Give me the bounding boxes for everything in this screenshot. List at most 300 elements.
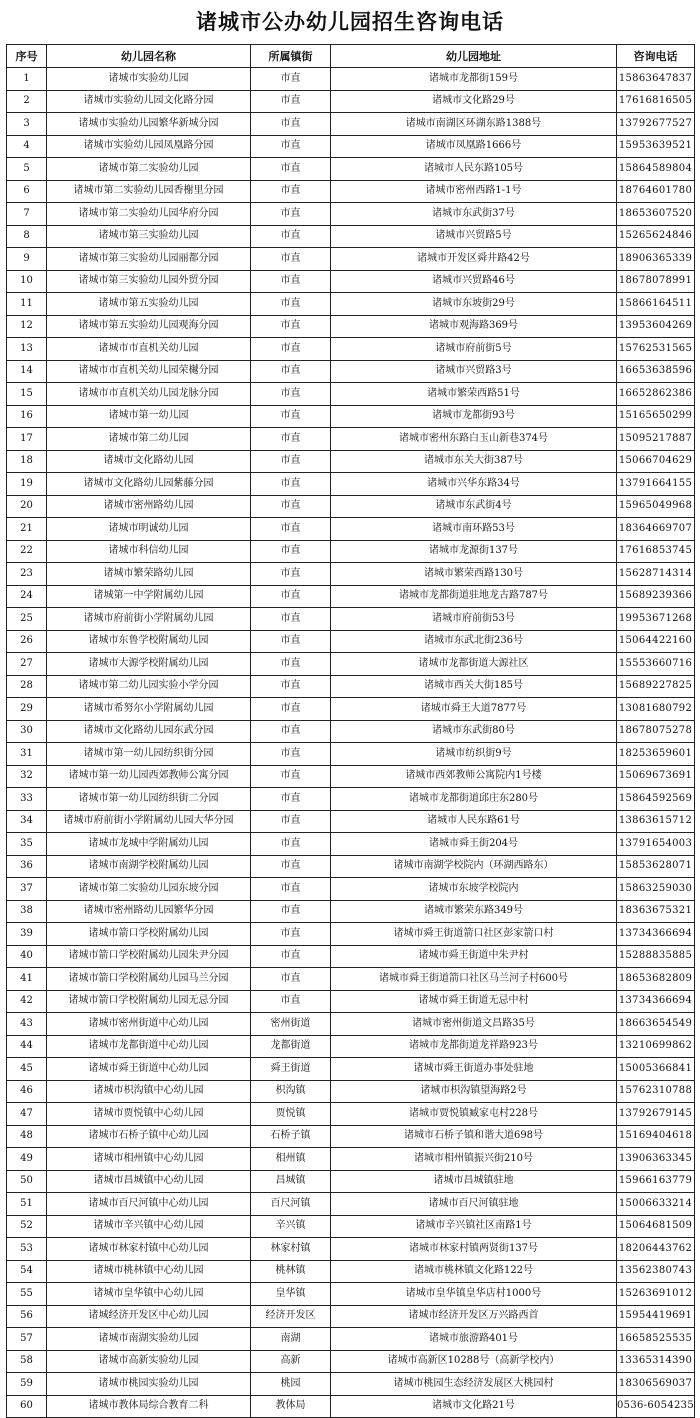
phone-number: 18364669707 [617,518,695,541]
table-row [7,1058,695,1081]
kindergarten-name: 诸城市实验幼儿园文化路分园 [47,90,251,113]
table-row [7,788,695,811]
table-row [7,180,695,203]
address: 诸城市兴贸路3号 [331,360,617,383]
district: 市直 [251,788,331,811]
table-row [7,1305,695,1328]
address: 诸城市桃林镇文化路122号 [331,1260,617,1283]
phone-number: 15288835885 [617,945,695,968]
phone-number: 13791664155 [617,473,695,496]
phone-number: 0536-6054235 [617,1395,695,1418]
row-index: 14 [7,360,47,383]
row-index: 39 [7,923,47,946]
phone-number: 17616816505 [617,90,695,113]
kindergarten-name: 诸城市市直机关幼儿园龙脉分园 [47,383,251,406]
phone-number: 17616853745 [617,540,695,563]
district: 桃园 [251,1373,331,1396]
row-index: 24 [7,585,47,608]
kindergarten-name: 诸城市枳沟镇中心幼儿园 [47,1080,251,1103]
address: 诸城市东坡街29号 [331,293,617,316]
row-index: 9 [7,248,47,271]
phone-number: 15864589804 [617,158,695,181]
table-row [7,1350,695,1373]
address: 诸城市旅游路401号 [331,1328,617,1351]
kindergarten-name: 诸城市南湖学校附属幼儿园 [47,855,251,878]
table-row [7,248,695,271]
district: 市直 [251,270,331,293]
table-row [7,968,695,991]
district: 舜王街道 [251,1058,331,1081]
address: 诸城市高新区10288号（高新学校内） [331,1350,617,1373]
table-row [7,518,695,541]
table-row [7,158,695,181]
table-body [7,68,695,1418]
phone-number: 15165650299 [617,405,695,428]
kindergarten-name: 诸城市第二幼儿园 [47,428,251,451]
row-index: 47 [7,1103,47,1126]
row-index: 58 [7,1350,47,1373]
district: 市直 [251,945,331,968]
phone-number: 15169404618 [617,1125,695,1148]
address: 诸城市桃园生态经济发展区大桃园村 [331,1373,617,1396]
address: 诸城市石桥子镇和谐大道698号 [331,1125,617,1148]
address: 诸城市繁荣东路349号 [331,900,617,923]
row-index: 19 [7,473,47,496]
address: 诸城市南环路53号 [331,518,617,541]
phone-number: 15954419691 [617,1305,695,1328]
district: 市直 [251,675,331,698]
phone-number: 15953639521 [617,135,695,158]
phone-number: 15762310788 [617,1080,695,1103]
district: 百尺河镇 [251,1193,331,1216]
address: 诸城市文化路21号 [331,1395,617,1418]
district: 市直 [251,383,331,406]
phone-number: 18306569037 [617,1373,695,1396]
row-index: 35 [7,833,47,856]
address: 诸城市龙源街137号 [331,540,617,563]
table-row [7,923,695,946]
table-row [7,225,695,248]
table-row [7,203,695,226]
district: 市直 [251,293,331,316]
phone-number: 19953671268 [617,608,695,631]
table-row [7,1035,695,1058]
kindergarten-name: 诸城市百尺河镇中心幼儿园 [47,1193,251,1216]
address: 诸城市辛兴镇社区南路1号 [331,1215,617,1238]
address: 诸城市东武北街236号 [331,630,617,653]
row-index: 26 [7,630,47,653]
address: 诸城市西郊教师公寓院内1号楼 [331,765,617,788]
phone-number: 13734366694 [617,923,695,946]
address: 诸城市舜王街道中朱尹村 [331,945,617,968]
table-row [7,585,695,608]
table-row [7,315,695,338]
row-index: 25 [7,608,47,631]
district: 市直 [251,900,331,923]
row-index: 43 [7,1013,47,1036]
kindergarten-name: 诸城市教体局综合教育二科 [47,1395,251,1418]
phone-number: 15265624846 [617,225,695,248]
district: 市直 [251,338,331,361]
kindergarten-name: 诸城经济开发区中心幼儿园 [47,1305,251,1328]
district: 林家村镇 [251,1238,331,1261]
district: 市直 [251,315,331,338]
district: 市直 [251,90,331,113]
row-index: 3 [7,113,47,136]
table-row [7,293,695,316]
kindergarten-name: 诸城市希努尔小学附属幼儿园 [47,698,251,721]
district: 市直 [251,608,331,631]
district: 辛兴镇 [251,1215,331,1238]
phone-number: 18663654549 [617,1013,695,1036]
table-row [7,765,695,788]
row-index: 10 [7,270,47,293]
table-row [7,653,695,676]
kindergarten-name: 诸城市密州街道中心幼儿园 [47,1013,251,1036]
row-index: 23 [7,563,47,586]
address: 诸城市兴贸路46号 [331,270,617,293]
address: 诸城市观海路369号 [331,315,617,338]
phone-number: 18206443762 [617,1238,695,1261]
kindergarten-name: 诸城市第三实验幼儿园丽都分园 [47,248,251,271]
address: 诸城市东武街4号 [331,495,617,518]
row-index: 20 [7,495,47,518]
row-index: 30 [7,720,47,743]
row-index: 40 [7,945,47,968]
row-index: 49 [7,1148,47,1171]
phone-number: 15064422160 [617,630,695,653]
table-row [7,360,695,383]
row-index: 8 [7,225,47,248]
kindergarten-name: 诸城市箭口学校附属幼儿园朱尹分园 [47,945,251,968]
phone-number: 15064681509 [617,1215,695,1238]
district: 市直 [251,923,331,946]
kindergarten-name: 诸城市箭口学校附属幼儿园无忌分园 [47,990,251,1013]
header-name: 幼儿园名称 [47,45,251,68]
row-index: 21 [7,518,47,541]
address: 诸城市舜王街道办事处驻地 [331,1058,617,1081]
district: 市直 [251,450,331,473]
header-district: 所属镇街 [251,45,331,68]
district: 市直 [251,135,331,158]
phone-number: 13210699862 [617,1035,695,1058]
table-row [7,1395,695,1418]
district: 市直 [251,878,331,901]
kindergarten-name: 诸城市第二幼儿园实验小学分园 [47,675,251,698]
district: 市直 [251,518,331,541]
row-index: 13 [7,338,47,361]
row-index: 6 [7,180,47,203]
kindergarten-name: 诸城市府前街小学附属幼儿园大华分园 [47,810,251,833]
row-index: 51 [7,1193,47,1216]
table-row [7,1080,695,1103]
address: 诸城市兴华东路34号 [331,473,617,496]
kindergarten-name: 诸城市相州镇中心幼儿园 [47,1148,251,1171]
kindergarten-name: 诸城市文化路幼儿园东武分园 [47,720,251,743]
address: 诸城市西关大街185号 [331,675,617,698]
table-row [7,878,695,901]
phone-number: 13562380743 [617,1260,695,1283]
address: 诸城市舜王街204号 [331,833,617,856]
phone-number: 18678078991 [617,270,695,293]
phone-number: 13953604269 [617,315,695,338]
address: 诸城市龙都街道邱庄东280号 [331,788,617,811]
row-index: 57 [7,1328,47,1351]
phone-number: 15853628071 [617,855,695,878]
kindergarten-name: 诸城市第一幼儿园 [47,405,251,428]
row-index: 60 [7,1395,47,1418]
phone-number: 15066704629 [617,450,695,473]
district: 市直 [251,68,331,91]
district: 教体局 [251,1395,331,1418]
phone-number: 13734366694 [617,990,695,1013]
address: 诸城市经济开发区万兴路西首 [331,1305,617,1328]
phone-number: 13081680792 [617,698,695,721]
kindergarten-name: 诸城市龙城中学附属幼儿园 [47,833,251,856]
row-index: 16 [7,405,47,428]
table-row [7,833,695,856]
phone-number: 15863259030 [617,878,695,901]
row-index: 45 [7,1058,47,1081]
kindergarten-name: 诸城市第一幼儿园西郊教师公寓分园 [47,765,251,788]
phone-number: 15689239366 [617,585,695,608]
kindergarten-name: 诸城市箭口学校附属幼儿园 [47,923,251,946]
row-index: 52 [7,1215,47,1238]
district: 皇华镇 [251,1283,331,1306]
table-header-row [7,45,695,68]
page-title: 诸城市公办幼儿园招生咨询电话 [196,10,504,34]
district: 市直 [251,698,331,721]
table-row [7,540,695,563]
row-index: 4 [7,135,47,158]
table-row [7,855,695,878]
row-index: 7 [7,203,47,226]
kindergarten-name: 诸城市第一幼儿园纺织街二分园 [47,788,251,811]
table-row [7,743,695,766]
district: 市直 [251,585,331,608]
table-row [7,675,695,698]
district: 南湖 [251,1328,331,1351]
phone-number: 15866164511 [617,293,695,316]
phone-number: 13906363345 [617,1148,695,1171]
address: 诸城市贾悦镇臧家屯村228号 [331,1103,617,1126]
phone-number: 16653638596 [617,360,695,383]
address: 诸城市林家村镇两贤街137号 [331,1238,617,1261]
district: 相州镇 [251,1148,331,1171]
row-index: 31 [7,743,47,766]
row-index: 42 [7,990,47,1013]
address: 诸城市东坡学校院内 [331,878,617,901]
kindergarten-name: 诸城市第三实验幼儿园外贸分园 [47,270,251,293]
kindergarten-name: 诸城市箭口学校附属幼儿园马兰分园 [47,968,251,991]
row-index: 37 [7,878,47,901]
district: 市直 [251,473,331,496]
table-row [7,720,695,743]
phone-number: 15628714314 [617,563,695,586]
kindergarten-name: 诸城市第五实验幼儿园观海分园 [47,315,251,338]
table-row [7,698,695,721]
kindergarten-name: 诸城市文化路幼儿园 [47,450,251,473]
phone-number: 15966163779 [617,1170,695,1193]
row-index: 41 [7,968,47,991]
phone-number: 18764601780 [617,180,695,203]
kindergarten-name: 诸城市高新实验幼儿园 [47,1350,251,1373]
row-index: 55 [7,1283,47,1306]
district: 市直 [251,225,331,248]
address: 诸城市龙都街道大源社区 [331,653,617,676]
table-row [7,1013,695,1036]
district: 市直 [251,180,331,203]
phone-number: 15863647837 [617,68,695,91]
row-index: 32 [7,765,47,788]
phone-number: 13792679145 [617,1103,695,1126]
kindergarten-name: 诸城市皇华镇中心幼儿园 [47,1283,251,1306]
kindergarten-name: 诸城市东鲁学校附属幼儿园 [47,630,251,653]
district: 市直 [251,248,331,271]
phone-number: 15965049968 [617,495,695,518]
address: 诸城市凤凰路1666号 [331,135,617,158]
kindergarten-name: 诸城市科信幼儿园 [47,540,251,563]
row-index: 28 [7,675,47,698]
district: 市直 [251,855,331,878]
phone-number: 15005366841 [617,1058,695,1081]
kindergarten-name: 诸城市第二实验幼儿园 [47,158,251,181]
phone-number: 15069673691 [617,765,695,788]
table-row [7,608,695,631]
table-row [7,450,695,473]
table-row [7,1328,695,1351]
district: 桃林镇 [251,1260,331,1283]
address: 诸城市南湖学校院内（环湖西路东） [331,855,617,878]
district: 市直 [251,563,331,586]
table-row [7,68,695,91]
address: 诸城市舜王大道7877号 [331,698,617,721]
district: 石桥子镇 [251,1125,331,1148]
table-row [7,945,695,968]
kindergarten-name: 诸城市文化路幼儿园紫藤分园 [47,473,251,496]
address: 诸城市府前街5号 [331,338,617,361]
phone-number: 18653607520 [617,203,695,226]
address: 诸城市东武街80号 [331,720,617,743]
district: 市直 [251,203,331,226]
table-row [7,1215,695,1238]
row-index: 5 [7,158,47,181]
address: 诸城市舜王街道箭口社区马兰河子村600号 [331,968,617,991]
row-index: 34 [7,810,47,833]
table-row [7,338,695,361]
address: 诸城市东关大街387号 [331,450,617,473]
district: 市直 [251,113,331,136]
header-index: 序号 [7,45,47,68]
table-row [7,1170,695,1193]
phone-number: 16658525535 [617,1328,695,1351]
table-row [7,113,695,136]
district: 市直 [251,765,331,788]
phone-number: 15689227825 [617,675,695,698]
kindergarten-name: 诸城市桃林镇中心幼儿园 [47,1260,251,1283]
table-row [7,1193,695,1216]
row-index: 56 [7,1305,47,1328]
district: 高新 [251,1350,331,1373]
address: 诸城市昌城镇驻地 [331,1170,617,1193]
address: 诸城市密州街道文昌路35号 [331,1013,617,1036]
kindergarten-name: 诸城市实验幼儿园繁华新城分园 [47,113,251,136]
district: 市直 [251,743,331,766]
table-row [7,1238,695,1261]
address: 诸城市文化路29号 [331,90,617,113]
address: 诸城市繁荣西路130号 [331,563,617,586]
kindergarten-name: 诸城市密州路幼儿园 [47,495,251,518]
phone-number: 15864592569 [617,788,695,811]
address: 诸城市人民东路61号 [331,810,617,833]
table-row [7,1373,695,1396]
kindergarten-name: 诸城市第二实验幼儿园华府分园 [47,203,251,226]
row-index: 54 [7,1260,47,1283]
kindergarten-name: 诸城市石桥子镇中心幼儿园 [47,1125,251,1148]
kindergarten-name: 诸城市第一幼儿园纺织街分园 [47,743,251,766]
phone-number: 13863615712 [617,810,695,833]
row-index: 18 [7,450,47,473]
row-index: 12 [7,315,47,338]
kindergarten-name: 诸城市第五实验幼儿园 [47,293,251,316]
address: 诸城市龙都街道驻地龙古路787号 [331,585,617,608]
table-row [7,405,695,428]
phone-number: 15006633214 [617,1193,695,1216]
header-phone: 咨询电话 [617,45,695,68]
kindergarten-name: 诸城市舜王街道中心幼儿园 [47,1058,251,1081]
address: 诸城市龙都街道龙祥路923号 [331,1035,617,1058]
row-index: 59 [7,1373,47,1396]
kindergarten-name: 诸城市繁荣路幼儿园 [47,563,251,586]
row-index: 38 [7,900,47,923]
district: 密州街道 [251,1013,331,1036]
row-index: 50 [7,1170,47,1193]
row-index: 36 [7,855,47,878]
address: 诸城市纺织街9号 [331,743,617,766]
kindergarten-name: 诸城市实验幼儿园 [47,68,251,91]
district: 市直 [251,360,331,383]
row-index: 22 [7,540,47,563]
address: 诸城市舜王街道箭口社区彭家箭口村 [331,923,617,946]
district: 市直 [251,720,331,743]
table-row [7,1103,695,1126]
district: 枳沟镇 [251,1080,331,1103]
district: 市直 [251,158,331,181]
district: 贾悦镇 [251,1103,331,1126]
kindergarten-name: 诸城市密州路幼儿园繁华分园 [47,900,251,923]
table-row [7,810,695,833]
address: 诸城市皇华镇皇华店村1000号 [331,1283,617,1306]
row-index: 1 [7,68,47,91]
table-row [7,990,695,1013]
phone-number: 15553660716 [617,653,695,676]
kindergarten-name: 诸城市市直机关幼儿园 [47,338,251,361]
table-row [7,1125,695,1148]
kindergarten-name: 诸城市林家村镇中心幼儿园 [47,1238,251,1261]
district: 龙都街道 [251,1035,331,1058]
address: 诸城市龙都街93号 [331,405,617,428]
table-row [7,428,695,451]
kindergarten-name: 诸城市龙都街道中心幼儿园 [47,1035,251,1058]
kindergarten-name: 诸城市市直机关幼儿园荣樾分园 [47,360,251,383]
row-index: 11 [7,293,47,316]
address: 诸城市相州镇振兴街210号 [331,1148,617,1171]
kindergarten-name: 诸城市辛兴镇中心幼儿园 [47,1215,251,1238]
phone-number: 18363675321 [617,900,695,923]
address: 诸城市密州西路1-1号 [331,180,617,203]
district: 昌城镇 [251,1170,331,1193]
table-row [7,1283,695,1306]
